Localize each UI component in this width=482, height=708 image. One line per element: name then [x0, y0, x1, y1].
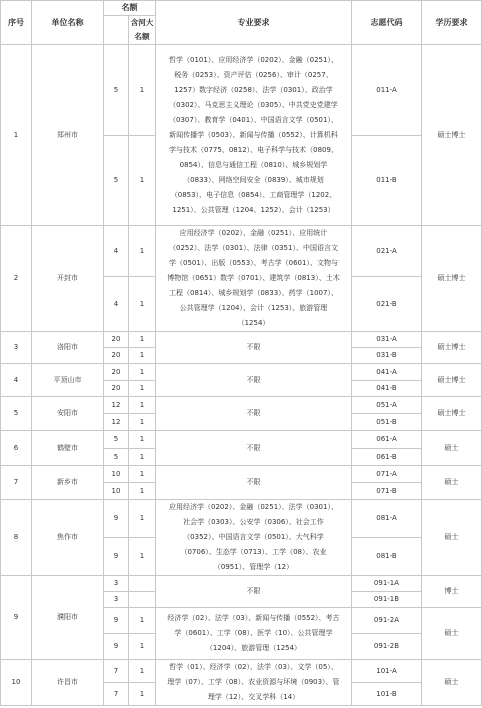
major-cell: 不限 [156, 466, 352, 500]
code-cell: 101-A [352, 660, 422, 683]
quota-total-cell: 10 [104, 466, 129, 483]
code-cell: 031-B [352, 348, 422, 364]
quota-total-cell: 20 [104, 381, 129, 397]
row-unit: 郑州市 [32, 45, 104, 226]
quota-henan-cell: 1 [129, 397, 156, 414]
header-code: 志愿代码 [352, 1, 422, 45]
quota-henan-cell: 1 [129, 431, 156, 449]
major-cell: 不限 [156, 431, 352, 466]
quota-total-cell: 9 [104, 538, 129, 576]
degree-cell: 硕士博士 [422, 45, 482, 226]
quota-total-cell: 5 [104, 431, 129, 449]
row-unit: 平顶山市 [32, 364, 104, 397]
header-quota: 名额 [104, 1, 156, 16]
code-cell: 071-B [352, 483, 422, 500]
code-cell: 011-B [352, 136, 422, 226]
quota-total-cell: 3 [104, 592, 129, 608]
row-seq: 4 [1, 364, 32, 397]
quota-total-cell: 5 [104, 45, 129, 136]
quota-henan-cell [129, 576, 156, 592]
quota-henan-cell: 1 [129, 483, 156, 500]
code-cell: 091-2B [352, 634, 422, 660]
quota-henan-cell: 1 [129, 332, 156, 348]
row-seq: 10 [1, 660, 32, 706]
quota-henan-cell: 1 [129, 45, 156, 136]
row-seq: 6 [1, 431, 32, 466]
code-cell: 051-A [352, 397, 422, 414]
degree-cell: 硕士博士 [422, 332, 482, 364]
quota-total-cell: 20 [104, 348, 129, 364]
quota-henan-cell: 1 [129, 414, 156, 431]
header-quota-henan: 含河大名额 [129, 16, 156, 45]
code-cell: 061-B [352, 449, 422, 466]
degree-cell: 硕士 [422, 431, 482, 466]
row-seq: 8 [1, 500, 32, 576]
code-cell: 091-1B [352, 592, 422, 608]
code-cell: 021-A [352, 226, 422, 277]
degree-cell: 硕士 [422, 466, 482, 500]
row-unit: 濮阳市 [32, 576, 104, 660]
degree-cell: 硕士 [422, 500, 482, 576]
row-unit: 鹤壁市 [32, 431, 104, 466]
code-cell: 091-2A [352, 608, 422, 634]
quota-henan-cell: 1 [129, 634, 156, 660]
row-unit: 开封市 [32, 226, 104, 332]
quota-henan-cell: 1 [129, 136, 156, 226]
quota-henan-cell: 1 [129, 348, 156, 364]
row-unit: 新乡市 [32, 466, 104, 500]
major-cell: 应用经济学（0202）、金融（0251）、法学（0301）、社会学（0303）、公安学（0306）、社会工作（0352）、中国语言文学（0501）、大气科学（0706）、生态学（0713）、工学（08）、农业（0951）、管理学（12） [156, 500, 352, 576]
row-seq: 9 [1, 576, 32, 660]
quota-total-cell: 12 [104, 414, 129, 431]
quota-total-cell: 7 [104, 683, 129, 706]
code-cell: 051-B [352, 414, 422, 431]
code-cell: 041-B [352, 381, 422, 397]
row-seq: 7 [1, 466, 32, 500]
major-cell: 哲学（01）、经济学（02）、法学（03）、文学（05）、理学（07）、工学（08）、农业资源与环境（0903）、管理学（12）、交叉学科（14） [156, 660, 352, 706]
major-cell: 应用经济学（0202）、金融（0251）、应用统计（0252）、法学（0301）、法律（0351）、中国语言文学（0501）、出版（0553）、考古学（0601）、文物与博物馆（0651）数学（0701）、建筑学（0813）、土木工程（0814）、城乡规划学（0833）、药学（1007）、公共管理学（1204）、会计（1253）、旅游管理（1254） [156, 226, 352, 332]
row-seq: 2 [1, 226, 32, 332]
quota-henan-cell [129, 592, 156, 608]
quota-henan-cell: 1 [129, 538, 156, 576]
code-cell: 021-B [352, 277, 422, 332]
header-major: 专业要求 [156, 1, 352, 45]
quota-total-cell: 5 [104, 449, 129, 466]
code-cell: 041-A [352, 364, 422, 381]
quota-henan-cell: 1 [129, 608, 156, 634]
code-cell: 101-B [352, 683, 422, 706]
code-cell: 091-1A [352, 576, 422, 592]
row-seq: 5 [1, 397, 32, 431]
quota-henan-cell: 1 [129, 381, 156, 397]
code-cell: 071-A [352, 466, 422, 483]
major-cell: 不限 [156, 397, 352, 431]
degree-cell: 硕士 [422, 660, 482, 706]
major-cell: 不限 [156, 576, 352, 608]
row-seq: 1 [1, 45, 32, 226]
header-degree: 学历要求 [422, 1, 482, 45]
quota-henan-cell: 1 [129, 277, 156, 332]
header-unit: 单位名称 [32, 1, 104, 45]
code-cell: 081-A [352, 500, 422, 538]
row-unit: 安阳市 [32, 397, 104, 431]
quota-henan-cell: 1 [129, 364, 156, 381]
major-cell: 不限 [156, 332, 352, 364]
code-cell: 031-A [352, 332, 422, 348]
degree-cell: 博士 [422, 576, 482, 608]
quota-total-cell: 20 [104, 364, 129, 381]
quota-total-cell: 12 [104, 397, 129, 414]
quota-total-cell: 9 [104, 500, 129, 538]
quota-henan-cell: 1 [129, 660, 156, 683]
degree-cell: 硕士博士 [422, 364, 482, 397]
quota-total-cell: 3 [104, 576, 129, 592]
quota-henan-cell: 1 [129, 466, 156, 483]
degree-cell: 硕士博士 [422, 226, 482, 332]
major-cell: 经济学（02）、法学（03）、新闻与传播（0552）、考古学（0601）、工学（08）、医学（10）、公共管理学（1204）、旅游管理（1254） [156, 608, 352, 660]
row-unit: 许昌市 [32, 660, 104, 706]
code-cell: 011-A [352, 45, 422, 136]
code-cell: 061-A [352, 431, 422, 449]
row-unit: 焦作市 [32, 500, 104, 576]
major-cell: 不限 [156, 364, 352, 397]
quota-total-cell: 4 [104, 226, 129, 277]
quota-total-cell: 10 [104, 483, 129, 500]
row-unit: 洛阳市 [32, 332, 104, 364]
quota-total-cell: 7 [104, 660, 129, 683]
quota-total-cell: 20 [104, 332, 129, 348]
quota-henan-cell: 1 [129, 500, 156, 538]
header-quota-total [104, 16, 129, 45]
major-cell: 哲学（0101）、应用经济学（0202）、金融（0251）、税务（0253）、资产评估（0256）、审计（0257、1257）数字经济（0258）、法学（0301）、政治学（0302）、马克思主义理论（0305）、中共党史党建学（0307）、教育学（0401）、中国语言文学（0501）、新闻传播学（0503）、新闻与传播（0552）、计算机科学与技术（0775、0812）、电子科学与技术（0809、0854）、信息与通信工程（0810）、城乡规划学（0833）、网络空间安全（0839）、城市规划（0853）、电子信息（0854）、工商管理学（1202、1251）、公共管理（1204、1252）、会计（1253） [156, 45, 352, 226]
quota-henan-cell: 1 [129, 226, 156, 277]
code-cell: 081-B [352, 538, 422, 576]
quota-henan-cell: 1 [129, 683, 156, 706]
degree-cell: 硕士 [422, 608, 482, 660]
quota-total-cell: 9 [104, 634, 129, 660]
quota-total-cell: 5 [104, 136, 129, 226]
degree-cell: 硕士博士 [422, 397, 482, 431]
quota-total-cell: 4 [104, 277, 129, 332]
header-seq: 序号 [1, 1, 32, 45]
row-seq: 3 [1, 332, 32, 364]
quota-total-cell: 9 [104, 608, 129, 634]
quota-henan-cell: 1 [129, 449, 156, 466]
